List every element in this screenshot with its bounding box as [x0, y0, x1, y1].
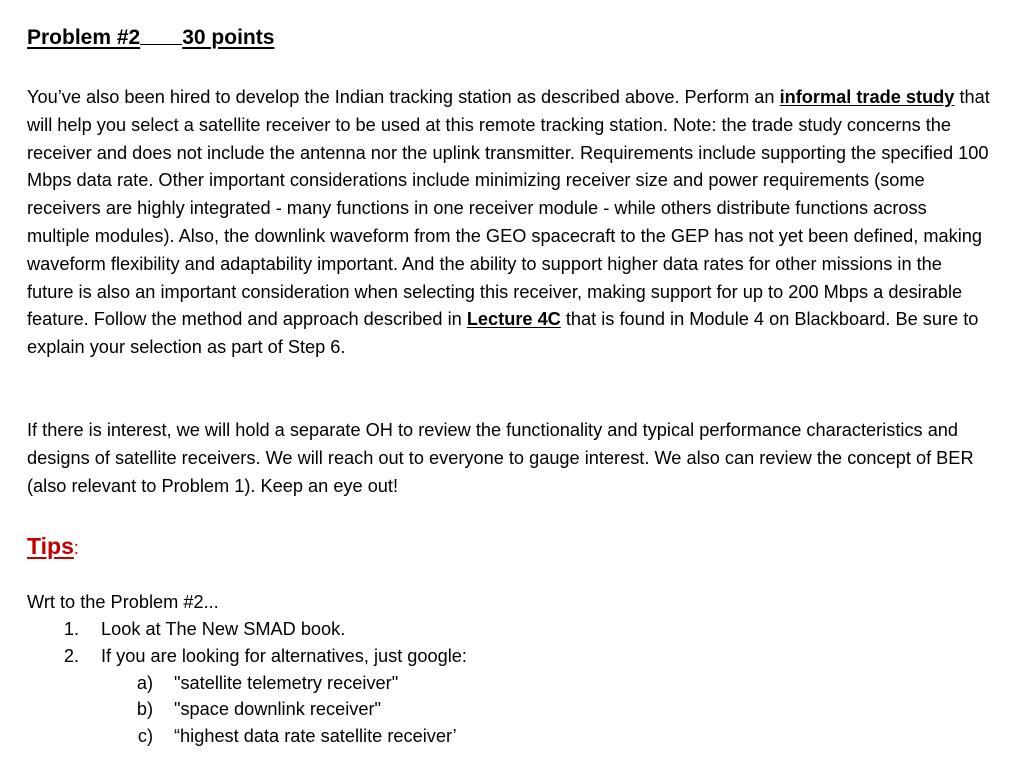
sublist-marker: c): [137, 726, 153, 747]
tips-label: Tips: [27, 533, 74, 559]
heading-underline-gap: [140, 26, 182, 45]
problem-description: [27, 84, 992, 362]
office-hours-note: If there is interest, we will hold a separate OH to review the functionality and typical performance characteristics and designs of satellite receivers. We will reach out to everyone to gauge interest. We also can review the concept of BER (also relevant to Problem 1). Keep an eye out!: [27, 420, 974, 496]
lecture-4c-emphasis: Lecture 4C: [466, 309, 561, 330]
sublist-item-text: “highest data rate satellite receiver’: [174, 726, 457, 747]
informal-trade-study-emphasis: informal trade study: [779, 87, 955, 107]
tips-heading: [27, 530, 79, 564]
list-marker: 2.: [63, 645, 79, 666]
description-text-3: that is found in Module 4 on Blackboard. Be sure to explain your selection as part of Step 6.: [27, 309, 979, 358]
problem-title: Problem #2: [27, 26, 141, 49]
description-text-1: You’ve also been hired to develop the Indian tracking station as described above. Perform an: [27, 87, 780, 107]
description-text-2: that will help you select a satellite receiver to be used at this remote tracking station. Note: the trade study concerns the receiver and does not include the antenna nor the uplink transmitter. Requirements include supporting the specified 100 Mbps data rate. Other important considerations include minimizing receiver size and power requirements (some receivers are highly integrated - many functions in one receiver module - while others distribute functions across multiple modules). Also, the downlink waveform from the GEO spacecraft to the GEP has not yet been defined, making waveform flexibility and adaptability important. And the ability to support higher data rates for other missions in the future is also an important consideration when selecting this receiver, making support for up to 200 Mbps a desirable feature. Follow the method and approach described in: [27, 87, 990, 330]
list-marker: 1.: [63, 619, 79, 639]
tips-colon: :: [73, 538, 79, 558]
sublist-item-text: "satellite telemetry receiver": [174, 672, 399, 693]
document-page: [27, 22, 992, 747]
sublist-marker: a): [136, 672, 153, 693]
tips-intro: Wrt to the Problem #2...: [27, 592, 219, 612]
sublist-marker: b): [136, 699, 153, 720]
list-item-text: Look at The New SMAD book.: [101, 619, 346, 639]
list-item-text: If you are looking for alternatives, just google:: [101, 645, 467, 666]
problem-heading: [27, 22, 992, 54]
sublist-item-text: "space downlink receiver": [174, 699, 382, 720]
problem-points: 30 points: [182, 26, 275, 49]
